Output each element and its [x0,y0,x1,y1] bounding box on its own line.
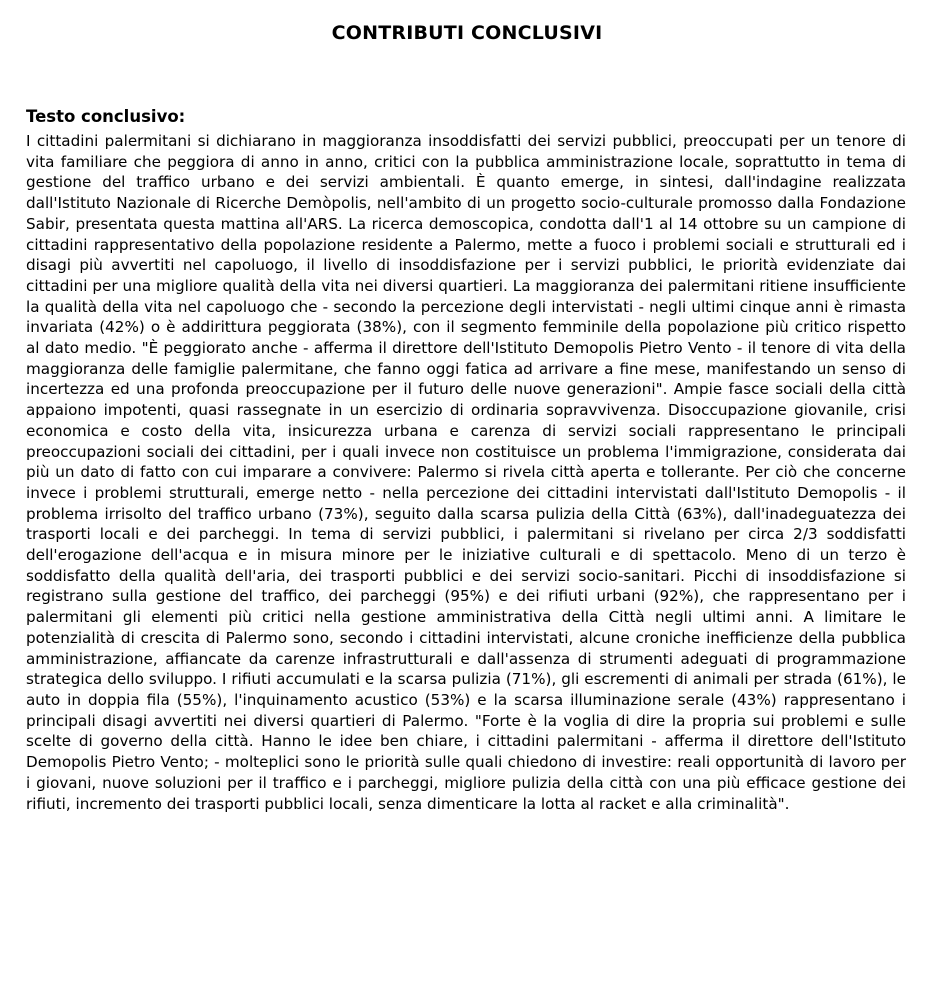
body-paragraph: I cittadini palermitani si dichiarano in maggioranza insoddisfatti dei servizi pubblici, preoccupati per un tenore di vita familiare che peggiora di anno in anno, critici con la pubblica amministrazione locale, soprattutto in tema di gestione del traffico urbano e dei servizi ambientali. È quanto emerge, in sintesi, dall'indagine realizzata dall'Istituto Nazionale di Ricerche Demòpolis, nell'ambito di un progetto socio-culturale promosso dalla Fondazione Sabir, presentata questa mattina all'ARS. La ricerca demoscopica, condotta dall'1 al 14 ottobre su un campione di cittadini rappresentativo della popolazione residente a Palermo, mette a fuoco i problemi sociali e strutturali ed i disagi più avvertiti nel capoluogo, il livello di insoddisfazione per i servizi pubblici, le priorità evidenziate dai cittadini per una migliore qualità della vita nei diversi quartieri. La maggioranza dei palermitani ritiene insufficiente la qualità della vita nel capoluogo che - secondo la percezione degli intervistati - negli ultimi cinque anni è rimasta invariata (42%) o è addirittura peggiorata (38%), con il segmento femminile della popolazione più critico rispetto al dato medio. "È peggiorato anche - afferma il direttore dell'Istituto Demopolis Pietro Vento - il tenore di vita della maggioranza delle famiglie palermitane, che fanno oggi fatica ad arrivare a fine mese, manifestando un senso di incertezza ed una profonda preoccupazione per il futuro delle nuove generazioni". Ampie fasce sociali della città appaiono impotenti, quasi rassegnate in un esercizio di ordinaria sopravvivenza. Disoccupazione giovanile, crisi economica e costo della vita, insicurezza urbana e carenza di servizi sociali rappresentano le principali preoccupazioni sociali dei cittadini, per i quali invece non costituisce un problema l'immigrazione, considerata dai più un dato di fatto con cui imparare a convivere: Palermo si rivela città aperta e tollerante. Per ciò che concerne invece i problemi strutturali, emerge netto - nella percezione dei cittadini intervistati dall'Istituto Demopolis - il problema irrisolto del traffico urbano (73%), seguito dalla scarsa pulizia della Città (63%), dall'inadeguatezza dei trasporti locali e dei parcheggi. In tema di servizi pubblici, i palermitani si rivelano per circa 2/3 soddisfatti dell'erogazione dell'acqua e in misura minore per le iniziative culturali e di spettacolo. Meno di un terzo è soddisfatto della qualità dell'aria, dei trasporti pubblici e dei servizi socio-sanitari. Picchi di insoddisfazione si registrano sulla gestione del traffico, dei parcheggi (95%) e dei rifiuti urbani (92%), che rappresentano per i palermitani gli elementi più critici nella gestione amministrativa della Città negli ultimi anni. A limitare le potenzialità di crescita di Palermo sono, secondo i cittadini intervistati, alcune croniche inefficienze della pubblica amministrazione, affiancate da carenze infrastrutturali e dall'assenza di strumenti adeguati di programmazione strategica dello sviluppo. I rifiuti accumulati e la scarsa pulizia (71%), gli escrementi di animali per strada (61%), le auto in doppia fila (55%), l'inquinamento acustico (53%) e la scarsa illuminazione serale (43%) rappresentano i principali disagi avvertiti nei diversi quartieri di Palermo. "Forte è la voglia di dire la propria sui problemi e sulle scelte di governo della città. Hanno le idee ben chiare, i cittadini palermitani - afferma il direttore dell'Istituto Demopolis Pietro Vento; - molteplici sono le priorità sulle quali chiedono di investire: reali opportunità di lavoro per i giovani, nuove soluzioni per il traffico e i parcheggi, migliore pulizia della città con una più efficace gestione dei rifiuti, incremento dei trasporti pubblici locali, senza dimenticare la lotta al racket e alla criminalità". [26,132,906,813]
section-heading: Testo conclusivo: [26,107,186,126]
page-title: CONTRIBUTI CONCLUSIVI [331,22,603,44]
